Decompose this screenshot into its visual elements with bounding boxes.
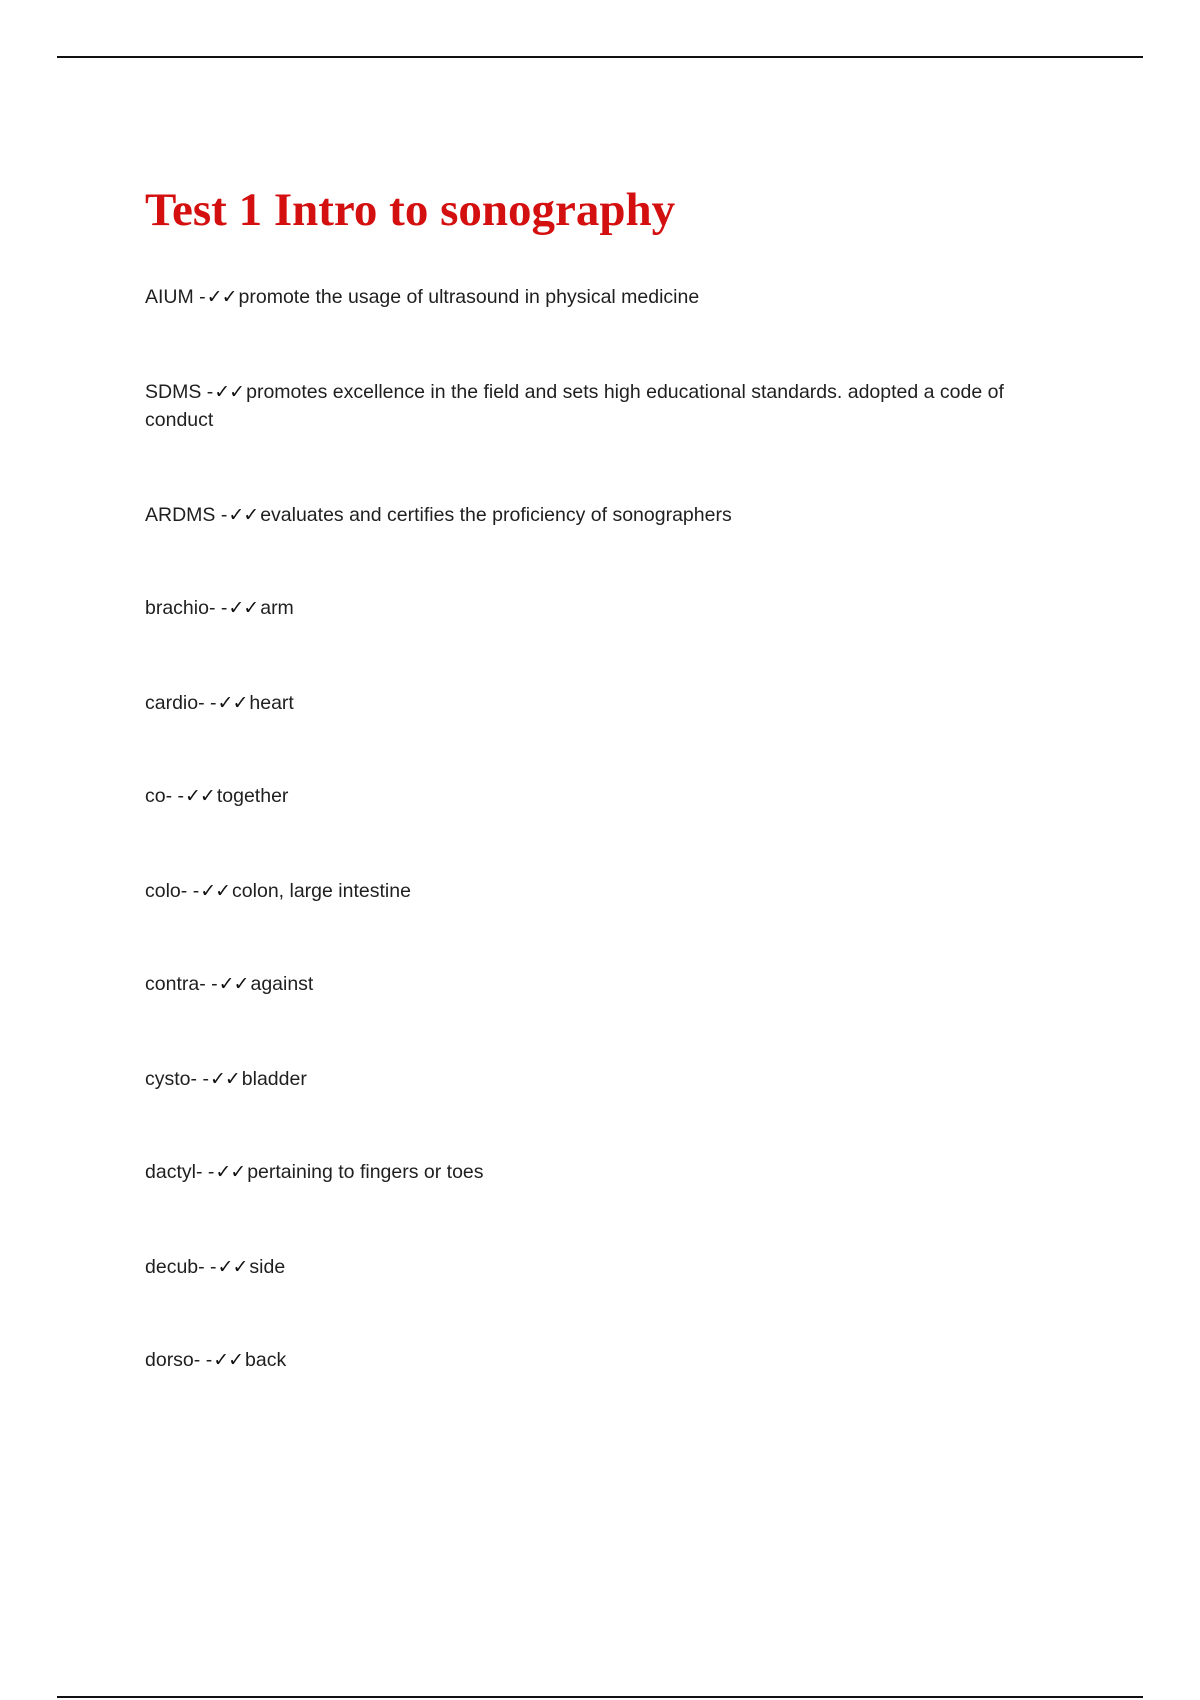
entry-definition: bladder <box>241 1068 307 1090</box>
entry-term: AIUM <box>145 286 194 308</box>
entry-separator: - <box>220 504 228 526</box>
flashcard-entry <box>145 782 1065 810</box>
double-check-icon: ✓✓ <box>214 381 245 403</box>
double-check-icon: ✓✓ <box>217 1256 248 1278</box>
entry-separator: - <box>205 1349 213 1371</box>
double-check-icon: ✓✓ <box>213 1349 244 1371</box>
flashcard-entry <box>145 283 1065 311</box>
entry-term: SDMS <box>145 381 202 403</box>
double-check-icon: ✓✓ <box>228 504 259 526</box>
entry-term: co- <box>145 785 173 807</box>
entry-separator: - <box>199 286 206 308</box>
entry-definition: evaluates and certifies the proficiency of sonographers <box>260 504 732 526</box>
flashcard-entry <box>145 594 1065 622</box>
entry-separator: - <box>211 973 218 995</box>
entry-definition: pertaining to fingers or toes <box>247 1161 484 1183</box>
entry-definition: against <box>250 973 314 995</box>
entry-separator: - <box>210 1256 217 1278</box>
entry-definition: together <box>216 785 289 807</box>
entry-term: cysto- <box>145 1068 198 1090</box>
entry-separator: - <box>210 692 217 714</box>
entry-term: dactyl- <box>145 1161 203 1183</box>
entry-separator: - <box>220 597 228 619</box>
flashcard-entry <box>145 1065 1065 1093</box>
double-check-icon: ✓✓ <box>218 973 249 995</box>
entry-separator: - <box>192 880 200 902</box>
flashcard-entry <box>145 1253 1065 1281</box>
flashcard-entry <box>145 970 1065 998</box>
double-check-icon: ✓✓ <box>215 1161 246 1183</box>
entry-term: contra- <box>145 973 206 995</box>
entry-definition: heart <box>249 692 294 714</box>
entry-separator: - <box>177 785 185 807</box>
entry-separator: - <box>206 381 214 403</box>
entry-separator: - <box>207 1161 215 1183</box>
entry-term: ARDMS <box>145 504 216 526</box>
document-title: Test 1 Intro to sonography <box>145 184 676 236</box>
flashcard-entry <box>145 378 1065 434</box>
double-check-icon: ✓✓ <box>228 597 259 619</box>
flashcard-entry <box>145 1346 1065 1374</box>
entry-separator: - <box>202 1068 209 1090</box>
flashcard-entry <box>145 877 1065 905</box>
double-check-icon: ✓✓ <box>209 1068 240 1090</box>
entry-definition: arm <box>260 597 294 619</box>
double-check-icon: ✓✓ <box>217 692 248 714</box>
double-check-icon: ✓✓ <box>200 880 231 902</box>
entry-definition: side <box>249 1256 286 1278</box>
header-rule <box>57 56 1143 58</box>
flashcard-entry <box>145 1158 1065 1186</box>
entry-term: colo- <box>145 880 188 902</box>
flashcard-entry <box>145 689 1065 717</box>
double-check-icon: ✓✓ <box>185 785 215 807</box>
entry-definition: back <box>245 1349 287 1371</box>
flashcard-entry <box>145 501 1065 529</box>
footer-rule <box>57 1696 1143 1698</box>
entry-term: cardio- <box>145 692 205 714</box>
double-check-icon: ✓✓ <box>206 286 237 308</box>
entry-definition: colon, large intestine <box>232 880 411 902</box>
entry-term: dorso- <box>145 1349 201 1371</box>
entry-term: decub- <box>145 1256 205 1278</box>
entry-term: brachio- <box>145 597 216 619</box>
entry-definition: promote the usage of ultrasound in physical medicine <box>238 286 700 308</box>
entry-definition: promotes excellence in the field and sets high educational standards. adopted a code of conduct <box>145 381 1004 431</box>
